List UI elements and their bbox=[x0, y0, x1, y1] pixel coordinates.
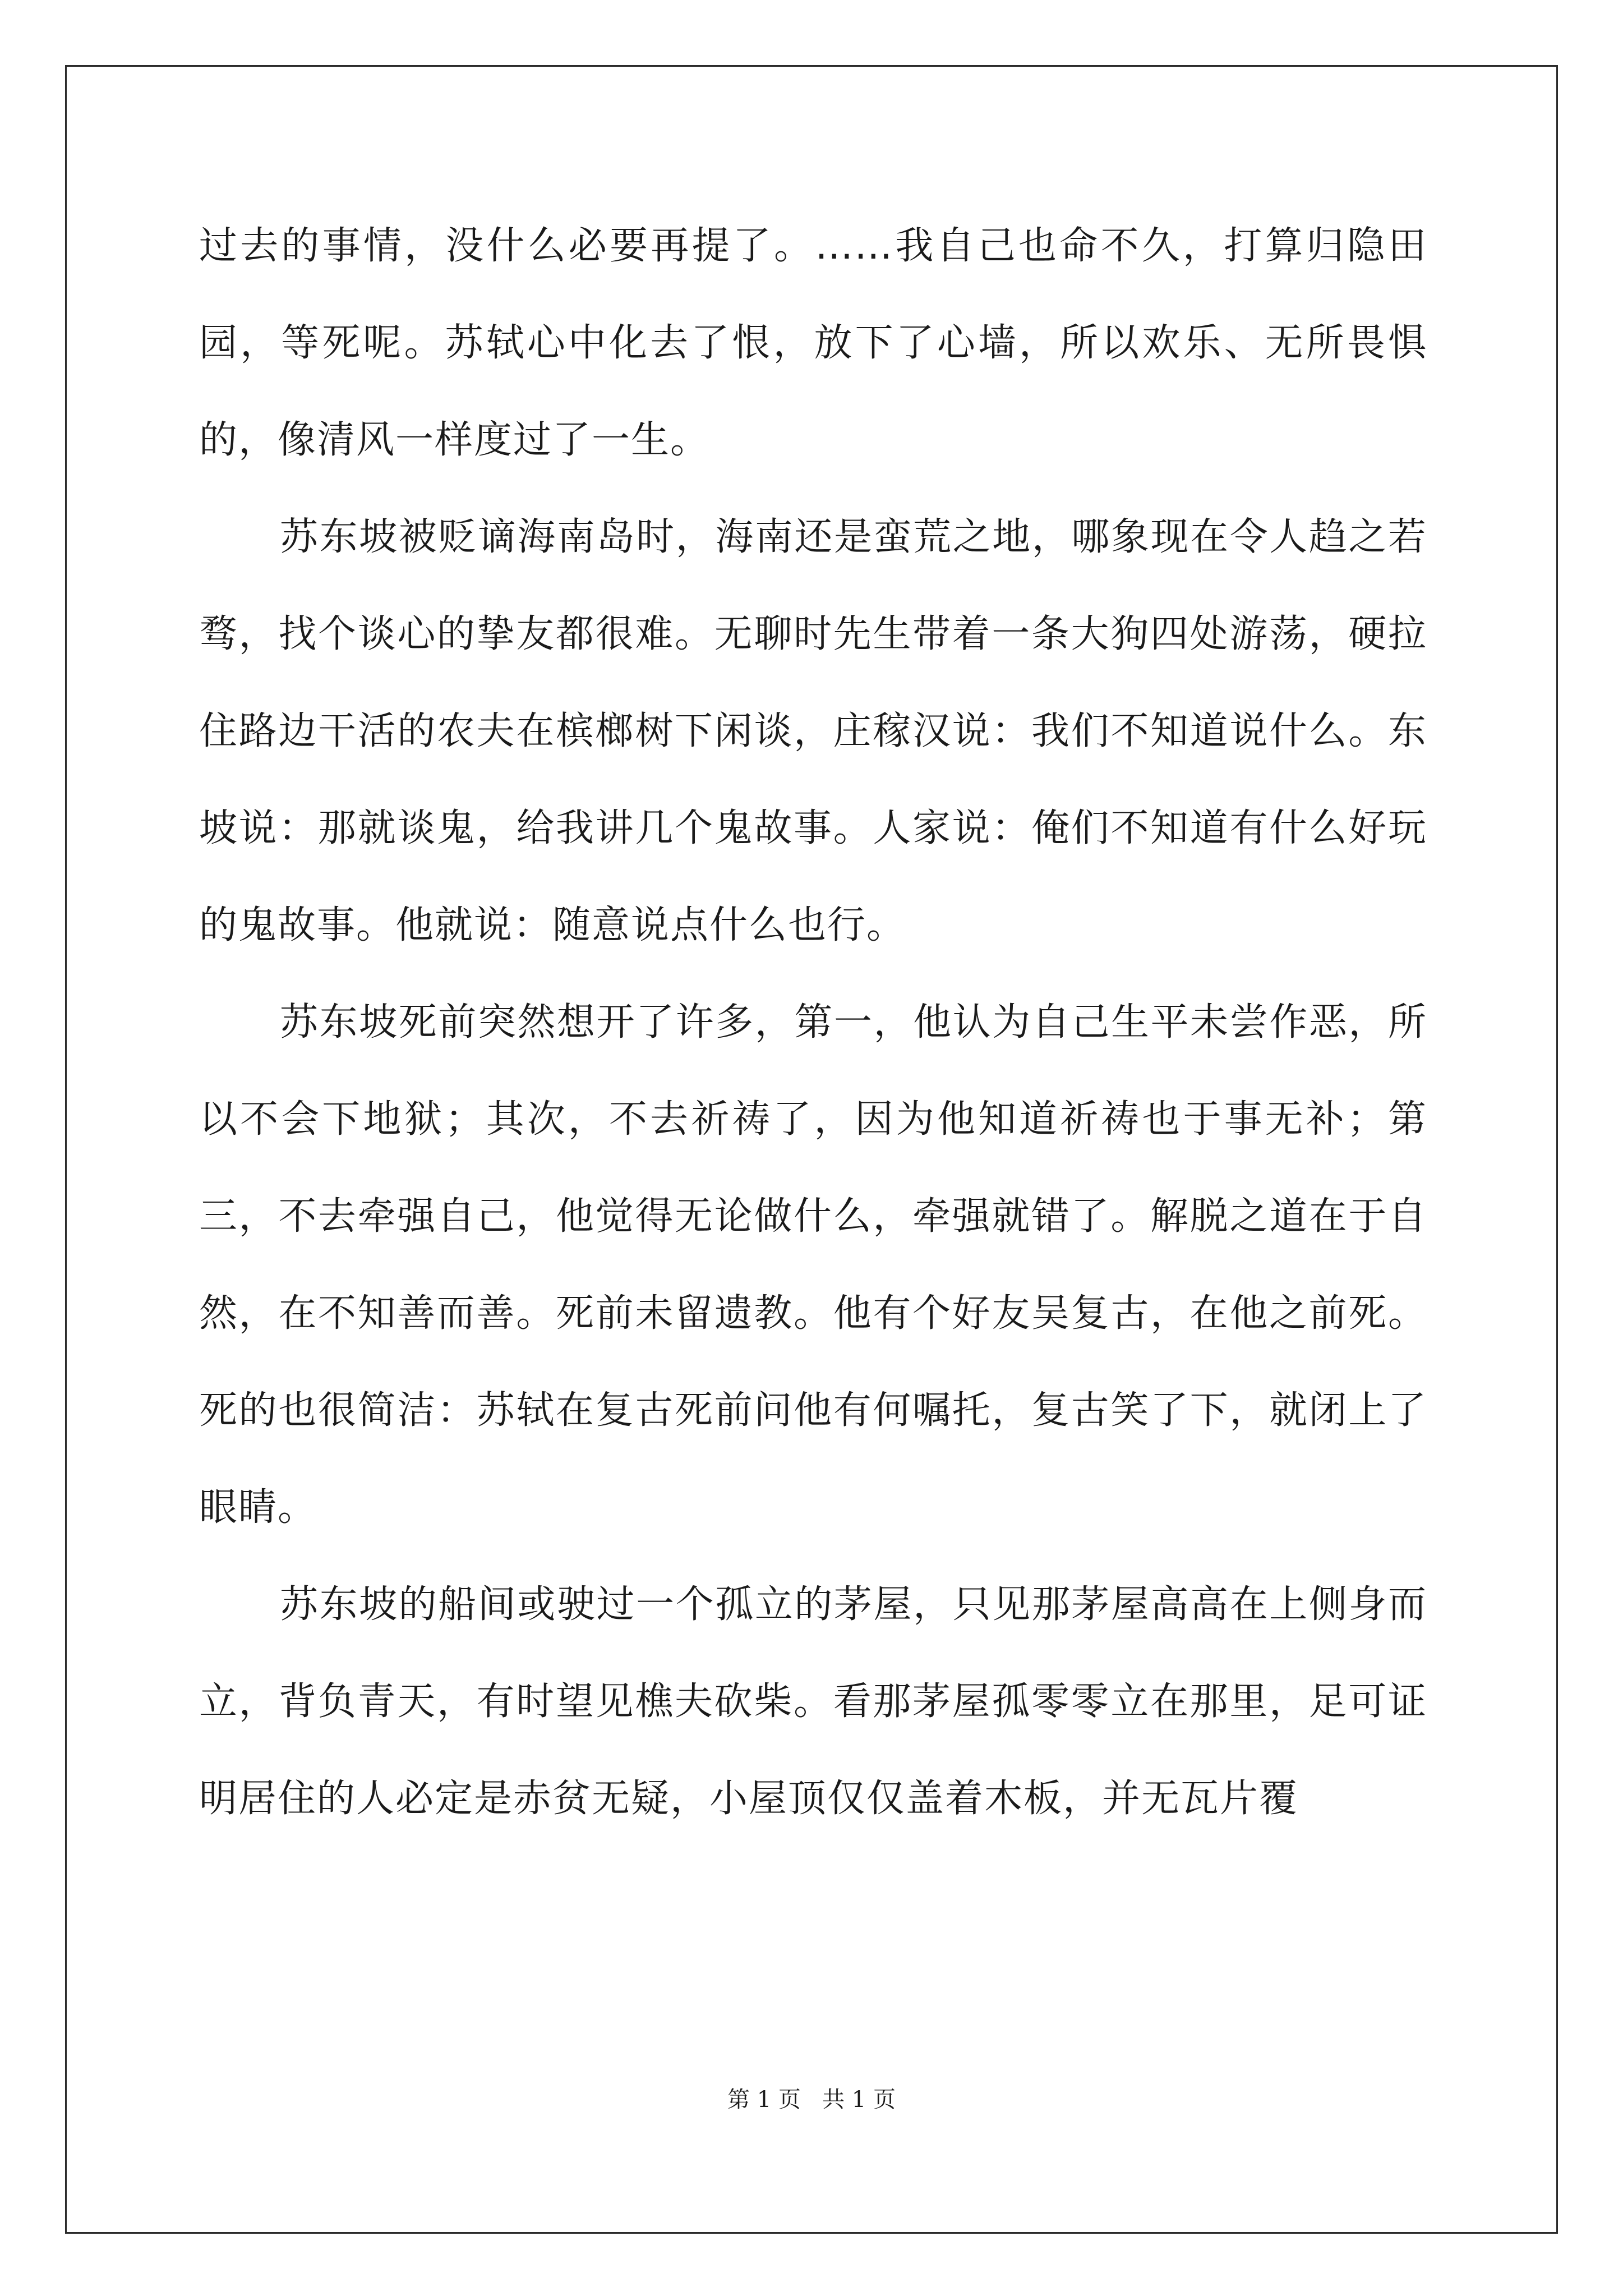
paragraph: 过去的事情，没什么必要再提了。……我自己也命不久，打算归隐田园，等死呢。苏轼心中化去了恨，放下了心墙，所以欢乐、无所畏惧的，像清风一样度过了一生。 bbox=[199, 224, 1427, 462]
paragraph: 苏东坡被贬谪海南岛时，海南还是蛮荒之地，哪象现在令人趋之若骛，找个谈心的挚友都很难。无聊时先生带着一条大狗四处游荡，硬拉住路边干活的农夫在槟榔树下闲谈，庄稼汉说：我们不知道说什么。东坡说：那就谈鬼，给我讲几个鬼故事。人家说：俺们不知道有什么好玩的鬼故事。他就说：随意说点什么也行。 bbox=[199, 515, 1427, 947]
paragraph: 苏东坡的船间或驶过一个孤立的茅屋，只见那茅屋高高在上侧身而立，背负青天，有时望见樵夫砍柴。看那茅屋孤零零立在那里，足可证明居住的人必定是赤贫无疑，小屋顶仅仅盖着木板，并无瓦片覆 bbox=[199, 1582, 1427, 1821]
document-body bbox=[199, 197, 1427, 1847]
paragraph: 苏东坡死前突然想开了许多，第一，他认为自己生平未尝作恶，所以不会下地狱；其次，不去祈祷了，因为他知道祈祷也于事无补；第三，不去牵强自己，他觉得无论做什么，牵强就错了。解脱之道在于自然，在不知善而善。死前未留遗教。他有个好友吴复古，在他之前死。死的也很简洁：苏轼在复古死前问他有何嘱托，复古笑了下，就闭上了眼睛。 bbox=[199, 1000, 1427, 1530]
page-number-footer: 第 1 页 共 1 页 bbox=[727, 2087, 896, 2113]
